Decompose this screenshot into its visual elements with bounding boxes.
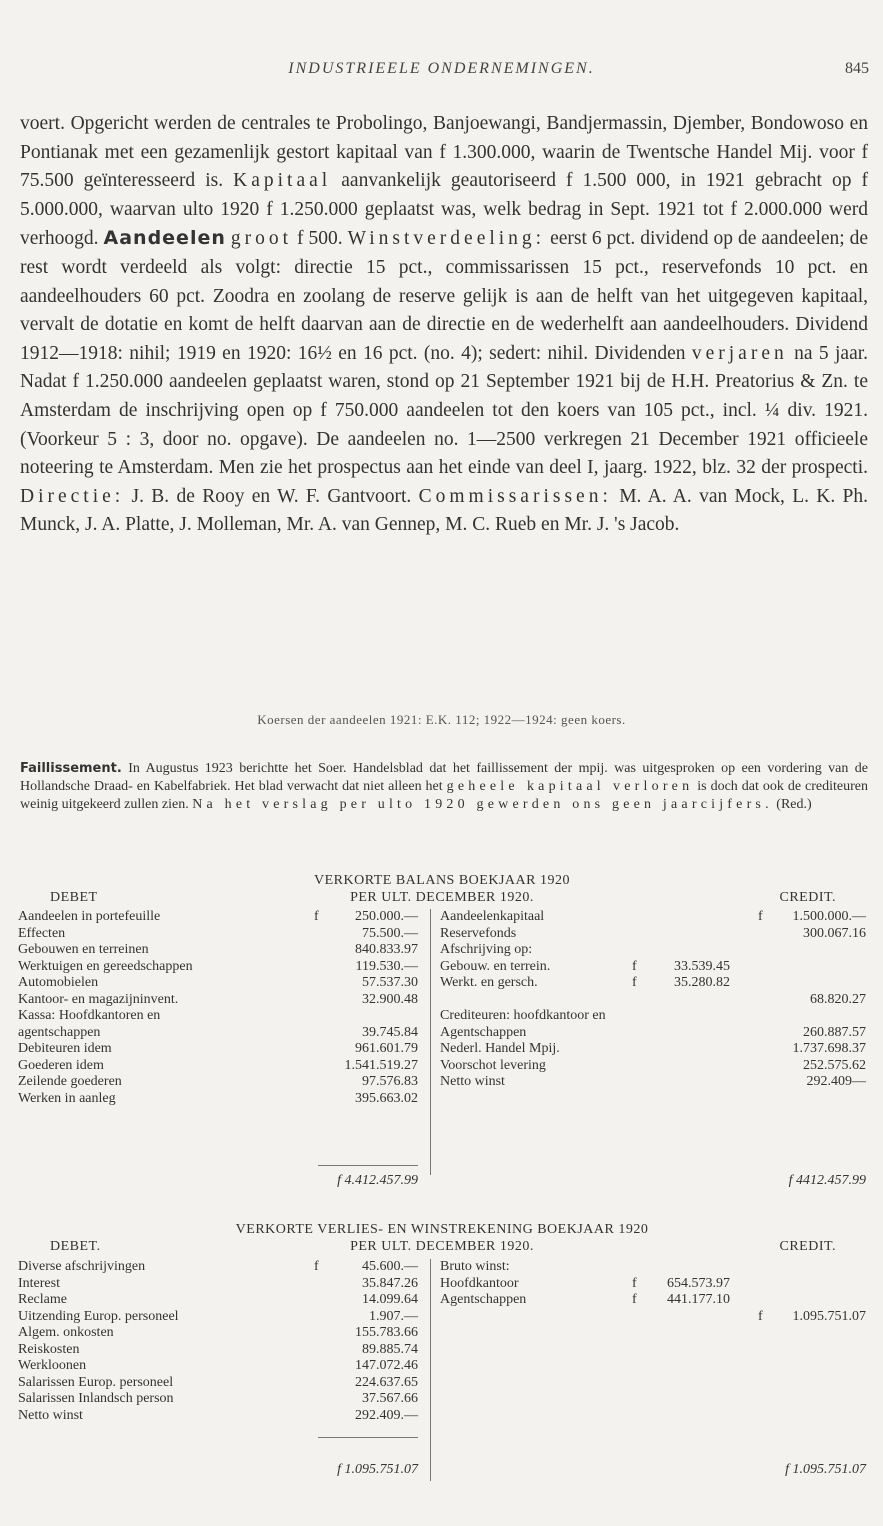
balans-debet-row [18, 1025, 418, 1042]
verlies-debet-row [18, 1375, 418, 1392]
verlies-debet-row [18, 1342, 418, 1359]
verlies-credit-row [440, 1309, 866, 1326]
balans-credit-amount: 300.067.16 [803, 925, 866, 941]
balans-credit-row [440, 992, 866, 1009]
balans-credit-subamount: 33.539.45 [674, 958, 730, 974]
balans-credit-row [440, 1041, 866, 1058]
balans-debet-row [18, 909, 418, 926]
balans-debet-amount: 57.537.30 [362, 975, 418, 990]
balans-credit-amount: 292.409— [806, 1074, 866, 1089]
currency-mark: f [314, 1259, 319, 1274]
balans-credit-label: Reservefonds [440, 925, 517, 941]
balans-credit-amount: 68.820.27 [810, 991, 866, 1007]
verlies-credit-row [440, 1292, 866, 1309]
currency-mark: f [314, 909, 319, 924]
balans-credit-amount: 260.887.57 [803, 1024, 866, 1040]
balans-debet-row [18, 992, 418, 1009]
balans-credit-row [440, 1008, 866, 1025]
verlies-debet-amount: 292.409.— [355, 1407, 418, 1423]
balans-debet-amount: 39.745.84 [362, 1024, 418, 1040]
balans-debet-label: Aandeelen in portefeuille [18, 909, 161, 924]
balans-debet-label: Gebouwen en terreinen [18, 942, 149, 957]
verlies-debet-amount: 224.637.65 [355, 1374, 418, 1390]
verlies-credit-label: Agentschappen [440, 1292, 527, 1307]
balans-debet-row [18, 959, 418, 976]
verlies-credit-label: Hoofdkantoor [440, 1275, 519, 1291]
faillissement-text-2: is doch dat ook de crediteuren weinig uitgekeerd zullen zien. [20, 779, 869, 813]
balans-debet-label: Zeilende goederen [18, 1074, 122, 1089]
kw-winstverdeeling: Winstverdeeling: [347, 228, 546, 250]
balans-debet-total-value: 4.412.457.99 [344, 1173, 418, 1188]
faillissement-note [20, 760, 868, 815]
verlies-debet-row [18, 1391, 418, 1408]
verlies-debet-row [18, 1259, 418, 1276]
balans-debet-label: Goederen idem [18, 1057, 104, 1073]
currency-mark: f [632, 975, 637, 990]
balans-credit-row [440, 1025, 866, 1042]
verlies-debet-amount: 89.885.74 [362, 1341, 418, 1357]
verlies-debet-total-value: 1.095.751.07 [344, 1462, 418, 1477]
kw-verjaren: verjaren [691, 342, 788, 364]
verlies-debet-label: Netto winst [18, 1407, 83, 1423]
article-body [20, 110, 868, 540]
balans-credit-amount: 1.737.698.37 [792, 1041, 866, 1056]
verlies-debet-label: Interest [18, 1275, 60, 1291]
faillissement-text-3: (Red.) [776, 797, 812, 813]
balans-debet-row [18, 1041, 418, 1058]
balans-debet-amount: 250.000.— [355, 909, 418, 924]
currency-mark: f [337, 1462, 341, 1477]
balans-debet-label: Automobielen [18, 975, 99, 990]
verlies-debet-amount: 35.847.26 [362, 1275, 418, 1291]
verlies-debet-label: Algem. onkosten [18, 1325, 114, 1340]
balans-credit-total [708, 1173, 866, 1189]
balans-credit-total-value: 4412.457.99 [796, 1173, 866, 1188]
balans-debet-row [18, 942, 418, 959]
verlies-debet-label: Reiskosten [18, 1341, 80, 1357]
balans-debet-amount: 119.530.— [355, 958, 418, 974]
balans-credit-label: Crediteuren: hoofdkantoor en [440, 1008, 606, 1023]
balans-debet-amount: 1.541.519.27 [344, 1057, 418, 1073]
balans-credit-row [440, 975, 866, 992]
verlies-debet-label: Werkloonen [18, 1358, 87, 1373]
verlies-title-1: VERKORTE VERLIES- EN WINSTREKENING BOEKJAAR 1920 [235, 1222, 649, 1237]
article-text-7: M. A. A. van Mock, L. K. Ph. Munck, J. A. Platte, J. Molleman, Mr. A. van Gennep, M. C. Rueb en Mr. J. 's Jacob. [20, 485, 869, 536]
balans-credit-label: CREDIT. [779, 890, 836, 905]
balans-credit-amount: 252.575.62 [803, 1057, 866, 1073]
verlies-debet-row [18, 1276, 418, 1293]
currency-mark: f [758, 1308, 763, 1324]
balans-debet-label: Debiteuren idem [18, 1041, 112, 1056]
faillissement-lead: Faillissement. [20, 761, 122, 776]
balans-debet-row [18, 975, 418, 992]
balans-credit-label: Voorschot levering [440, 1057, 546, 1073]
article-text-3: f 500. [297, 228, 343, 250]
verlies-credit-column [440, 1259, 866, 1325]
balans-credit-label: Afschrijving op: [440, 942, 533, 957]
verlies-debet-label: Salarissen Inlandsch person [18, 1391, 174, 1406]
verlies-credit-row [440, 1276, 866, 1293]
verlies-debet-amount: 147.072.46 [355, 1358, 418, 1373]
balans-credit-row [440, 909, 866, 926]
article-text-6: J. B. de Rooy en W. F. Gantvoort. [131, 485, 412, 507]
balans-credit-row [440, 926, 866, 943]
balans-debet-label: Werken in aanleg [18, 1090, 116, 1106]
verlies-debet-label: DEBET. [50, 1239, 101, 1254]
currency-mark: f [632, 958, 637, 974]
kw-commissarissen: Commissarissen: [418, 485, 612, 507]
balans-credit-row [440, 1074, 866, 1091]
verlies-credit-total-value: 1.095.751.07 [792, 1462, 866, 1477]
verlies-credit-total [708, 1462, 866, 1478]
verlies-debet-amount: 155.783.66 [355, 1325, 418, 1340]
currency-mark: f [758, 909, 763, 924]
balans-debet-amount: 961.601.79 [355, 1041, 418, 1056]
balans-credit-column [440, 909, 866, 1091]
verlies-credit-subamount: 441.177.10 [667, 1292, 730, 1307]
article-text-4: eerst 6 pct. dividend op de aandeelen; de rest wordt verdeeld als volgt: directie 15 pct., commissarissen 15 pct., reservefonds 10 pct. en aandeelhouders 60 pct. Zoodra en zoolang de reserve gelijk is aan de helft van het uitgegeven kapitaal, vervalt de dotatie en komt de helft daarvan aan de directie en de wederhelft aan aandeelhouders. Dividend 1912—1918: nihil; 1919 en 1920: 16½ en 16 pct. (no. 4); sedert: nihil. Dividenden [20, 228, 869, 364]
balans-debet-total [303, 1173, 418, 1189]
balans-debet-label: Kantoor- en magazijninvent. [18, 991, 179, 1007]
balans-credit-label: Werkt. en gersch. [440, 975, 538, 990]
article-text-1: voert. Opgericht werden de centrales te Probolingo, Banjoewangi, Bandjermassin, Djember, Bondowoso en Pontianak met een gezamenlijk gestort kapitaal van f 1.300.000, waarin de Twentsche Handel Mij. voor f 75.500 geïnteresseerd is. [20, 113, 868, 192]
running-head: INDUSTRIEELE ONDERNEMINGEN. [288, 60, 595, 77]
verlies-debet-label: Diverse afschrijvingen [18, 1259, 146, 1274]
balans-debet-column [18, 909, 418, 1107]
balans-debet-row [18, 1008, 418, 1025]
balans-title-2: PER ULT. DECEMBER 1920. [350, 890, 534, 905]
balans-debet-amount: 75.500.— [362, 925, 418, 941]
balans-divider [430, 909, 431, 1175]
verlies-credit-label: CREDIT. [779, 1239, 836, 1254]
verlies-debet-row [18, 1292, 418, 1309]
balans-debet-amount: 840.833.97 [355, 942, 418, 957]
verlies-title-2: PER ULT. DECEMBER 1920. [350, 1239, 534, 1254]
balans-debet-label: Kassa: Hoofdkantoren en [18, 1008, 161, 1023]
balans-debet-row [18, 1074, 418, 1091]
verlies-divider [430, 1259, 431, 1481]
balans-debet-label: Effecten [18, 925, 66, 941]
balans-credit-subamount: 35.280.82 [674, 975, 730, 990]
verlies-debet-amount: 14.099.64 [362, 1292, 418, 1307]
balans-debet-amount: 395.663.02 [355, 1090, 418, 1106]
verlies-credit-amount: 1.095.751.07 [792, 1308, 866, 1324]
verlies-debet-amount: 45.600.— [362, 1259, 418, 1274]
verlies-debet-column [18, 1259, 418, 1424]
balans-credit-label: Agentschappen [440, 1024, 527, 1040]
verlies-debet-row [18, 1325, 418, 1342]
currency-mark: f [632, 1292, 637, 1307]
verlies-credit-label: Bruto winst: [440, 1259, 510, 1274]
verlies-winst-table [18, 1222, 866, 1492]
balans-credit-row [440, 942, 866, 959]
balans-credit-amount: 1.500.000.— [792, 909, 866, 924]
verlies-debet-row [18, 1309, 418, 1326]
verlies-debet-row [18, 1408, 418, 1425]
balans-credit-label: Aandeelenkapitaal [440, 909, 545, 924]
balans-debet-label: DEBET [50, 890, 98, 905]
balans-credit-label: Nederl. Handel Mpij. [440, 1041, 560, 1056]
verlies-debet-label: Reclame [18, 1292, 67, 1307]
balans-debet-row [18, 1058, 418, 1075]
koersen-note: Koersen der aandeelen 1921: E.K. 112; 1922—1924: geen koers. [257, 712, 626, 727]
balans-debet-row [18, 1091, 418, 1108]
balans-debet-label: Werktuigen en gereedschappen [18, 958, 193, 974]
kw-groot: groot [230, 228, 293, 250]
balans-table [18, 873, 866, 1203]
balans-credit-label: Netto winst [440, 1074, 505, 1089]
currency-mark: f [337, 1173, 341, 1188]
article-text-2: aanvankelijk geautoriseerd f 1.500 000, in 1921 gebracht op f 5.000.000, waarvan ulto 1920 f 1.250.000 geplaatst was, welk bedrag in Sept. 1921 tot f 2.000.000 werd verhoogd. [20, 170, 869, 250]
article-text-5: na 5 jaar. Nadat f 1.250.000 aandeelen geplaatst waren, stond op 21 September 1921 bij de H.H. Preatorius & Zn. te Amsterdam de inschrijving open op f 750.000 aandeelen tot den koers van 105 pct., incl. ¼ div. 1921. (Voorkeur 5 : 3, door no. opgave). De aandeelen no. 1—2500 verkregen 21 December 1921 officieele noteering te Amsterdam. Men zie het prospectus aan het einde van deel I, jaarg. 1922, blz. 32 der prospecti. [20, 342, 869, 479]
verlies-debet-label: Salarissen Europ. personeel [18, 1374, 174, 1390]
faillissement-text-1: In Augustus 1923 berichtte het Soer. Handelsblad dat het faillissement der mpij. was uitgesproken op een vordering van de Hollandsche Draad- en Kabelfabriek. Het blad verwacht dat niet alleen het [20, 761, 868, 795]
balans-debet-amount: 32.900.48 [362, 991, 418, 1007]
faillissement-spaced-2: Na het verslag per ulto 1920 gewerden ons geen jaarcijfers. [192, 797, 773, 813]
kw-kapitaal: Kapitaal [233, 170, 332, 192]
balans-credit-label: Gebouw. en terrein. [440, 958, 551, 974]
kw-directie: Directie: [20, 485, 125, 507]
kw-aandeelen: Aandeelen [103, 227, 226, 250]
balans-debet-amount: 97.576.83 [362, 1074, 418, 1089]
balans-debet-rule [318, 1165, 418, 1166]
currency-mark: f [788, 1173, 793, 1188]
balans-debet-row [18, 926, 418, 943]
verlies-debet-amount: 37.567.66 [362, 1391, 418, 1406]
verlies-debet-total [303, 1462, 418, 1478]
verlies-debet-row [18, 1358, 418, 1375]
balans-credit-row [440, 959, 866, 976]
currency-mark: f [632, 1275, 637, 1291]
faillissement-spaced-1: geheele kapitaal verloren [446, 779, 694, 795]
balans-debet-label: agentschappen [18, 1024, 101, 1040]
verlies-debet-rule [318, 1437, 418, 1438]
currency-mark: f [785, 1462, 789, 1477]
verlies-debet-label: Uitzending Europ. personeel [18, 1308, 179, 1324]
verlies-debet-amount: 1.907.— [369, 1308, 418, 1324]
balans-title-1: VERKORTE BALANS BOEKJAAR 1920 [314, 873, 570, 888]
page-number: 845 [845, 60, 869, 77]
balans-credit-row [440, 1058, 866, 1075]
verlies-credit-row [440, 1259, 866, 1276]
verlies-credit-subamount: 654.573.97 [667, 1275, 730, 1291]
